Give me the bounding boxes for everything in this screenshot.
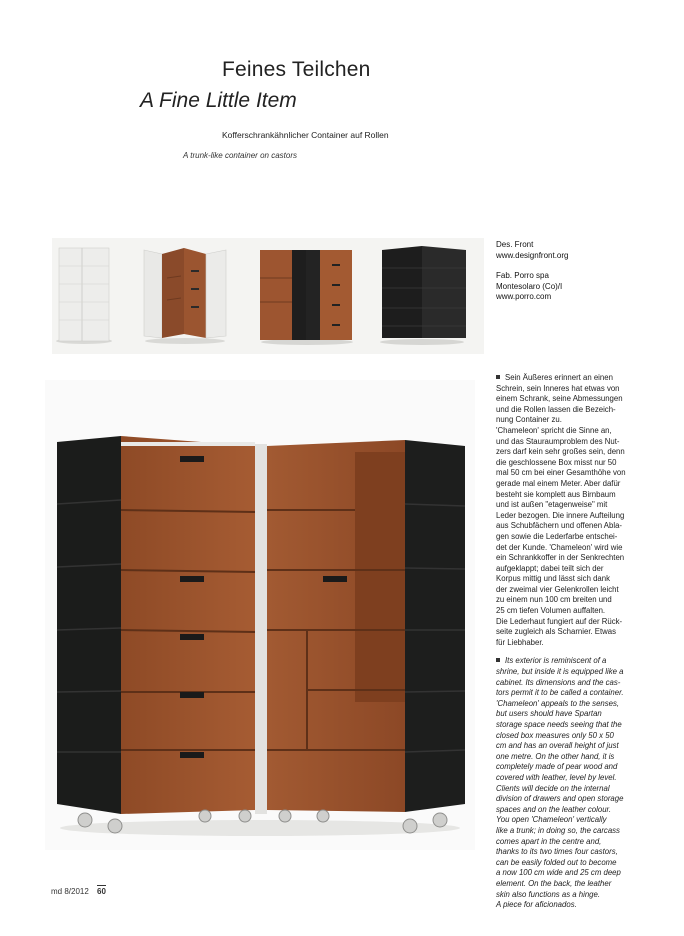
main-product-photo [45, 380, 475, 850]
german-line: Die Lederhaut fungiert auf der Rück- [496, 616, 623, 626]
manufacturer-website: www.porro.com [496, 292, 552, 301]
article-title-german: Feines Teilchen [222, 58, 371, 81]
english-line: closed box measures only 50 x 50 [496, 730, 614, 740]
right-leather-panel [405, 440, 465, 812]
german-line: ein Schrankkoffer in der Senkrechten [496, 553, 625, 563]
german-line: zers darf kein sehr großes sein, denn [496, 447, 625, 457]
english-line: thanks to its two times four castors, [496, 847, 618, 857]
english-line: a now 100 cm wide and 25 cm deep [496, 868, 621, 878]
german-line: mal 50 cm bei einer Gesamthöhe von [496, 468, 626, 478]
english-paragraph [496, 656, 631, 910]
english-line: Clients will decide on the internal [496, 783, 610, 793]
english-line: like a trunk; in doing so, the carcass [496, 825, 620, 835]
english-line: spaces and on the leather colour. [496, 804, 612, 814]
german-line: Sein Äußeres erinnert an einen [505, 373, 613, 382]
article-title-english: A Fine Little Item [140, 89, 297, 112]
german-paragraph [496, 373, 631, 648]
product-thumbnail-strip [52, 238, 484, 354]
german-line: zu einem nun 100 cm breiten und [496, 595, 612, 605]
english-line: can be easily folded out to become [496, 857, 617, 867]
article-body [496, 373, 631, 911]
english-line: 'Chameleon' appeals to the senses, [496, 698, 620, 708]
german-line: nung Container zu. [496, 415, 562, 425]
english-line: cm and has an overall height of just [496, 741, 619, 751]
german-line: gerade mal einem Meter. Aber dafür [496, 478, 621, 488]
english-line: A piece for aficionados. [496, 900, 577, 910]
german-line: und die Rollen lassen die Bezeich- [496, 404, 616, 414]
german-line: seite zugleich als Scharnier. Etwas [496, 627, 617, 637]
english-line: cabinet. Its dimensions and the cas- [496, 677, 621, 687]
german-line: Leder bezogen. Die innere Aufteilung [496, 510, 625, 520]
product-thumbnails-illustration [52, 238, 484, 354]
article-subtitle-german: Kofferschrankähnlicher Container auf Rollen [222, 130, 389, 140]
bullet-icon [496, 658, 500, 662]
english-line: division of drawers and open storage [496, 794, 624, 804]
thumbnail-closed-dark [380, 246, 466, 345]
english-line: but users should have Spartan [496, 709, 602, 719]
manufacturer-credit: Fab. Porro spa [496, 271, 549, 280]
bullet-icon [496, 375, 500, 379]
german-line: Korpus mittig und lässt sich dank [496, 574, 610, 584]
english-line: shrine, but inside it is equipped like a [496, 667, 624, 677]
german-line: die geschlossene Box misst nur 50 [496, 457, 617, 467]
left-wooden-face [121, 436, 255, 814]
german-line: Schrein, sein Inneres hat etwas von [496, 383, 620, 393]
thumbnail-open-dark [260, 250, 353, 345]
english-line: covered with leather, level by level. [496, 772, 617, 782]
english-line: storage space needs seeing that the [496, 720, 622, 729]
page-number: 60 [97, 887, 106, 896]
german-line: besteht sie komplett aus Birnbaum [496, 489, 616, 499]
english-line: completely made of pear wood and [496, 762, 618, 772]
german-line: für Liebhaber. [496, 637, 544, 647]
german-line: der zweimal vier Gelenkrollen leicht [496, 584, 619, 594]
thumbnail-half-open-white [144, 248, 226, 344]
thumbnail-closed-white [56, 248, 112, 344]
german-line: 'Chameleon' spricht die Sinne an, [496, 425, 612, 435]
designer-credit: Des. Front [496, 240, 534, 249]
english-line: Its exterior is reminiscent of a [505, 656, 607, 666]
english-line: one metre. On the other hand, it is [496, 751, 615, 761]
german-line: 25 cm tiefen Volumen auffalten. [496, 606, 606, 616]
english-line: comes apart in the centre and, [496, 836, 602, 846]
german-line: und ist außen "etagenweise" mit [496, 500, 608, 510]
german-line: und das Stauraumproblem des Nut- [496, 436, 620, 446]
chameleon-cabinet-illustration [45, 380, 475, 850]
issue-label: md 8/2012 [51, 887, 89, 896]
german-line: aufgeklappt; dabei teilt sich der [496, 563, 604, 573]
center-hinge [255, 444, 267, 814]
german-line: einem Schrank, seine Abmessungen [496, 394, 623, 404]
german-line: aus Schubfächern und offenen Abla- [496, 521, 623, 531]
manufacturer-location: Montesolaro (Co)/I [496, 281, 563, 291]
credits-block [496, 240, 568, 303]
designer-website: www.designfront.org [496, 250, 569, 260]
english-line: element. On the back, the leather [496, 878, 612, 888]
english-line: skin also functions as a hinge. [496, 889, 601, 899]
article-subtitle-english: A trunk-like container on castors [183, 151, 297, 160]
german-line: det der Kunde. 'Chameleon' wird wie [496, 542, 623, 552]
english-line: tors permit it to be called a container. [496, 688, 624, 698]
right-wooden-face [267, 440, 405, 812]
german-line: gen sowie die Lederfarbe entschei- [496, 531, 618, 541]
page-footer [51, 887, 106, 896]
left-leather-panel [57, 436, 121, 814]
english-line: You open 'Chameleon' vertically [496, 815, 607, 825]
